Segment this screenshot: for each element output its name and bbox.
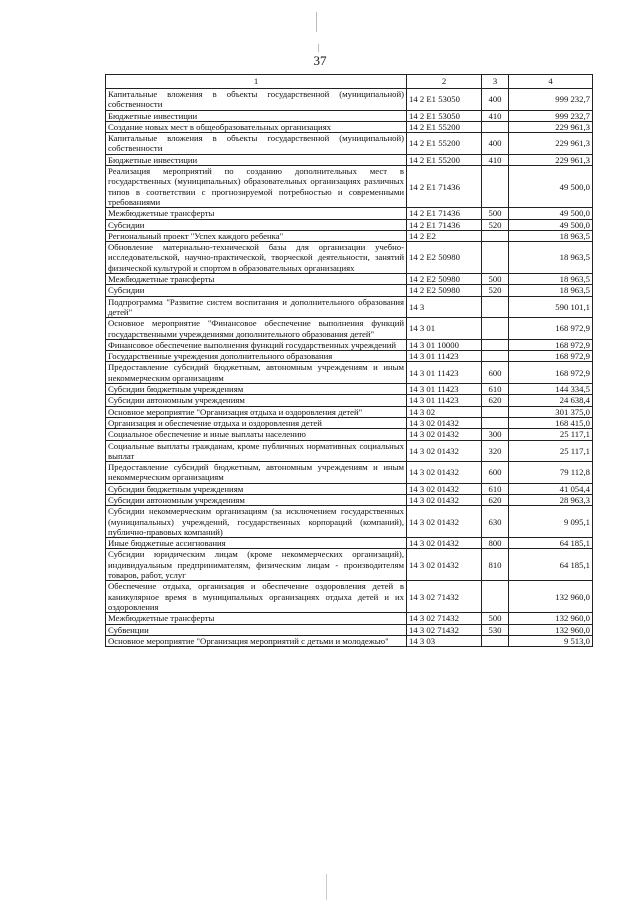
table-row xyxy=(106,384,593,395)
row-type-cell: 610 xyxy=(482,483,509,494)
row-type-cell xyxy=(482,351,509,362)
row-name-cell: Предоставление субсидий бюджетным, автономным учреждениям и иным некоммерческим организациям xyxy=(106,362,407,384)
row-name-cell: Субсидии автономным учреждениям xyxy=(106,494,407,505)
row-type-cell: 400 xyxy=(482,89,509,111)
row-name-cell: Социальное обеспечение и иные выплаты населению xyxy=(106,429,407,440)
row-code-cell: 14 3 03 xyxy=(407,635,482,646)
row-sum-cell: 229 961,3 xyxy=(509,121,593,132)
row-sum-cell: 132 960,0 xyxy=(509,581,593,613)
row-type-cell: 500 xyxy=(482,274,509,285)
row-sum-cell: 28 963,3 xyxy=(509,494,593,505)
row-code-cell: 14 3 01 11423 xyxy=(407,384,482,395)
row-code-cell: 14 2 E1 55200 xyxy=(407,133,482,155)
row-sum-cell: 18 963,5 xyxy=(509,285,593,296)
row-code-cell: 14 2 E1 71436 xyxy=(407,166,482,208)
row-type-cell: 320 xyxy=(482,440,509,462)
row-type-cell: 610 xyxy=(482,384,509,395)
table-row xyxy=(106,339,593,350)
row-sum-cell: 49 500,0 xyxy=(509,208,593,219)
row-name-cell: Межбюджетные трансферты xyxy=(106,613,407,624)
row-type-cell: 410 xyxy=(482,110,509,121)
row-type-cell: 400 xyxy=(482,133,509,155)
row-name-cell: Основное мероприятие "Организация мероприятий с детьми и молодежью" xyxy=(106,635,407,646)
table-row xyxy=(106,429,593,440)
table-row xyxy=(106,635,593,646)
row-name-cell: Субсидии бюджетным учреждениям xyxy=(106,384,407,395)
row-type-cell: 520 xyxy=(482,219,509,230)
row-code-cell: 14 3 01 10000 xyxy=(407,339,482,350)
row-sum-cell: 24 638,4 xyxy=(509,395,593,406)
row-code-cell: 14 2 E1 71436 xyxy=(407,208,482,219)
row-code-cell: 14 3 02 01432 xyxy=(407,462,482,484)
row-sum-cell: 49 500,0 xyxy=(509,166,593,208)
row-sum-cell: 9 095,1 xyxy=(509,506,593,538)
row-sum-cell: 18 963,5 xyxy=(509,274,593,285)
table-row xyxy=(106,613,593,624)
row-name-cell: Финансовое обеспечение выполнения функций государственных учреждений xyxy=(106,339,407,350)
row-name-cell: Предоставление субсидий бюджетным, автономным учреждениям и иным некоммерческим организациям xyxy=(106,462,407,484)
table-row xyxy=(106,242,593,274)
row-name-cell: Капитальные вложения в объекты государственной (муниципальной) собственности xyxy=(106,133,407,155)
row-name-cell: Государственные учреждения дополнительного образования xyxy=(106,351,407,362)
row-type-cell xyxy=(482,166,509,208)
row-sum-cell: 168 415,0 xyxy=(509,417,593,428)
row-name-cell: Бюджетные инвестиции xyxy=(106,154,407,165)
row-code-cell: 14 2 E2 50980 xyxy=(407,285,482,296)
row-code-cell: 14 2 E1 53050 xyxy=(407,110,482,121)
table-row xyxy=(106,506,593,538)
table-row xyxy=(106,581,593,613)
row-name-cell: Подпрограмма "Развитие систем воспитания и дополнительного образования детей" xyxy=(106,296,407,318)
row-code-cell: 14 3 02 71432 xyxy=(407,581,482,613)
row-sum-cell: 229 961,3 xyxy=(509,154,593,165)
row-type-cell: 500 xyxy=(482,208,509,219)
table-row xyxy=(106,154,593,165)
table-row xyxy=(106,406,593,417)
column-header-3: 3 xyxy=(482,75,509,89)
row-code-cell: 14 2 E1 55200 xyxy=(407,121,482,132)
row-code-cell: 14 2 E2 xyxy=(407,230,482,241)
row-sum-cell: 590 101,1 xyxy=(509,296,593,318)
row-code-cell: 14 3 02 01432 xyxy=(407,506,482,538)
row-name-cell: Основное мероприятие "Финансовое обеспечение выполнения функций государственными учреждениями дополнительного образования детей" xyxy=(106,318,407,340)
row-name-cell: Субвенции xyxy=(106,624,407,635)
row-type-cell: 300 xyxy=(482,429,509,440)
row-type-cell xyxy=(482,318,509,340)
scan-mark xyxy=(326,874,327,900)
table-row xyxy=(106,133,593,155)
table-row xyxy=(106,362,593,384)
row-type-cell xyxy=(482,121,509,132)
row-sum-cell: 18 963,5 xyxy=(509,242,593,274)
row-name-cell: Создание новых мест в общеобразовательных организациях xyxy=(106,121,407,132)
row-type-cell: 800 xyxy=(482,538,509,549)
row-name-cell: Обновление материально-технической базы для организации учебно-исследовательской, научно-практической, творческой деятельности, занятий физической культурой и спортом в образовательных организациях xyxy=(106,242,407,274)
table-row xyxy=(106,538,593,549)
row-type-cell: 620 xyxy=(482,494,509,505)
row-type-cell: 530 xyxy=(482,624,509,635)
table-body xyxy=(106,89,593,647)
page-number: 37 xyxy=(313,53,327,68)
row-code-cell: 14 3 01 11423 xyxy=(407,395,482,406)
row-sum-cell: 49 500,0 xyxy=(509,219,593,230)
table-row xyxy=(106,351,593,362)
row-code-cell: 14 3 02 01432 xyxy=(407,417,482,428)
table-row xyxy=(106,230,593,241)
table-row xyxy=(106,121,593,132)
row-code-cell: 14 2 E1 55200 xyxy=(407,154,482,165)
row-sum-cell: 41 054,4 xyxy=(509,483,593,494)
row-sum-cell: 168 972,9 xyxy=(509,339,593,350)
row-type-cell: 810 xyxy=(482,549,509,581)
row-type-cell xyxy=(482,230,509,241)
row-name-cell: Реализация мероприятий по созданию дополнительных мест в государственных (муниципальных) образовательных организациях различных типов в соответствии с прогнозируемой потребностью и современными требованиями xyxy=(106,166,407,208)
table-row xyxy=(106,274,593,285)
row-type-cell: 410 xyxy=(482,154,509,165)
scan-mark xyxy=(316,12,317,32)
row-type-cell xyxy=(482,581,509,613)
row-name-cell: Иные бюджетные ассигнования xyxy=(106,538,407,549)
row-sum-cell: 64 185,1 xyxy=(509,549,593,581)
row-code-cell: 14 3 02 01432 xyxy=(407,483,482,494)
row-code-cell: 14 2 E2 50980 xyxy=(407,242,482,274)
row-name-cell: Субсидии xyxy=(106,285,407,296)
row-name-cell: Субсидии бюджетным учреждениям xyxy=(106,483,407,494)
column-header-2: 2 xyxy=(407,75,482,89)
table-row xyxy=(106,296,593,318)
row-code-cell: 14 3 02 71432 xyxy=(407,624,482,635)
row-name-cell: Субсидии некоммерческим организациям (за исключением государственных (муниципальных) учреждений, государственных корпораций (компаний), публично-правовых компаний) xyxy=(106,506,407,538)
table-row xyxy=(106,208,593,219)
table-row xyxy=(106,219,593,230)
row-type-cell: 600 xyxy=(482,362,509,384)
row-name-cell: Межбюджетные трансферты xyxy=(106,274,407,285)
row-code-cell: 14 2 E1 71436 xyxy=(407,219,482,230)
table-row xyxy=(106,440,593,462)
row-code-cell: 14 3 02 01432 xyxy=(407,538,482,549)
row-sum-cell: 168 972,9 xyxy=(509,351,593,362)
table-row xyxy=(106,624,593,635)
row-sum-cell: 64 185,1 xyxy=(509,538,593,549)
row-sum-cell: 9 513,0 xyxy=(509,635,593,646)
row-code-cell: 14 3 02 01432 xyxy=(407,440,482,462)
row-name-cell: Обеспечение отдыха, организация и обеспечение оздоровления детей в каникулярное время в муниципальных организациях отдыха детей и их оздоровления xyxy=(106,581,407,613)
row-code-cell: 14 3 02 01432 xyxy=(407,429,482,440)
table-row xyxy=(106,395,593,406)
row-code-cell: 14 3 01 11423 xyxy=(407,351,482,362)
table-row xyxy=(106,318,593,340)
row-sum-cell: 132 960,0 xyxy=(509,613,593,624)
row-type-cell: 600 xyxy=(482,462,509,484)
row-sum-cell: 168 972,9 xyxy=(509,362,593,384)
row-type-cell xyxy=(482,635,509,646)
row-type-cell: 620 xyxy=(482,395,509,406)
table-row xyxy=(106,166,593,208)
table-row xyxy=(106,417,593,428)
table-header-row xyxy=(106,75,593,89)
table-row xyxy=(106,494,593,505)
row-name-cell: Капитальные вложения в объекты государственной (муниципальной) собственности xyxy=(106,89,407,111)
row-code-cell: 14 3 02 01432 xyxy=(407,494,482,505)
row-name-cell: Межбюджетные трансферты xyxy=(106,208,407,219)
table-row xyxy=(106,462,593,484)
table-row xyxy=(106,110,593,121)
row-type-cell xyxy=(482,417,509,428)
row-type-cell: 520 xyxy=(482,285,509,296)
row-code-cell: 14 3 01 11423 xyxy=(407,362,482,384)
row-sum-cell: 25 117,1 xyxy=(509,440,593,462)
row-name-cell: Социальные выплаты гражданам, кроме публичных нормативных социальных выплат xyxy=(106,440,407,462)
row-sum-cell: 168 972,9 xyxy=(509,318,593,340)
row-name-cell: Основное мероприятие "Организация отдыха и оздоровления детей" xyxy=(106,406,407,417)
row-type-cell: 500 xyxy=(482,613,509,624)
row-type-cell xyxy=(482,242,509,274)
row-code-cell: 14 2 E1 53050 xyxy=(407,89,482,111)
table-row xyxy=(106,549,593,581)
table-row xyxy=(106,285,593,296)
scan-mark xyxy=(318,44,319,52)
table-row xyxy=(106,89,593,111)
row-sum-cell: 79 112,8 xyxy=(509,462,593,484)
row-name-cell: Региональный проект "Успех каждого ребенка" xyxy=(106,230,407,241)
row-sum-cell: 999 232,7 xyxy=(509,110,593,121)
row-code-cell: 14 3 02 xyxy=(407,406,482,417)
row-code-cell: 14 3 02 01432 xyxy=(407,549,482,581)
row-sum-cell: 18 963,5 xyxy=(509,230,593,241)
row-type-cell: 630 xyxy=(482,506,509,538)
row-name-cell: Субсидии юридическим лицам (кроме некоммерческих организаций), индивидуальным предпринимателям, физическим лицам - производителям товаров, работ, услуг xyxy=(106,549,407,581)
row-type-cell xyxy=(482,406,509,417)
table-row xyxy=(106,483,593,494)
row-sum-cell: 229 961,3 xyxy=(509,133,593,155)
row-code-cell: 14 3 xyxy=(407,296,482,318)
row-code-cell: 14 3 02 71432 xyxy=(407,613,482,624)
row-code-cell: 14 2 E2 50980 xyxy=(407,274,482,285)
column-header-1: 1 xyxy=(106,75,407,89)
row-name-cell: Субсидии xyxy=(106,219,407,230)
row-name-cell: Бюджетные инвестиции xyxy=(106,110,407,121)
row-type-cell xyxy=(482,296,509,318)
row-name-cell: Субсидии автономным учреждениям xyxy=(106,395,407,406)
row-sum-cell: 132 960,0 xyxy=(509,624,593,635)
budget-table xyxy=(105,74,593,647)
row-name-cell: Организация и обеспечение отдыха и оздоровления детей xyxy=(106,417,407,428)
row-code-cell: 14 3 01 xyxy=(407,318,482,340)
row-sum-cell: 301 375,0 xyxy=(509,406,593,417)
row-sum-cell: 25 117,1 xyxy=(509,429,593,440)
row-sum-cell: 144 334,5 xyxy=(509,384,593,395)
row-type-cell xyxy=(482,339,509,350)
column-header-4: 4 xyxy=(509,75,593,89)
row-sum-cell: 999 232,7 xyxy=(509,89,593,111)
